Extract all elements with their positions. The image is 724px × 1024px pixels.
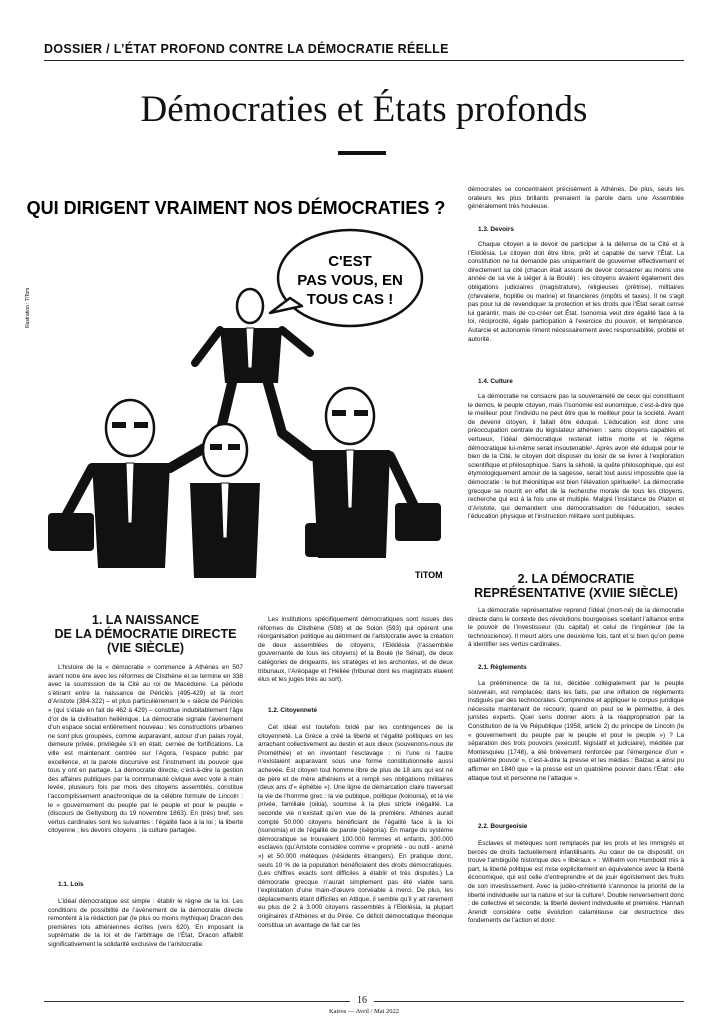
col2-paragraph-1: Les institutions spécifiquement démocratiques sont issues des réformes de Clisthène (508) et de Solon (593) qui opèrent une réorganisation politique au détriment de l’aristocratie avec la création de deux assemblées de citoyens, l’Ekklésia (l’assemblée gouvernante de tous les citoyens) et la Boulè (le Sénat), de deux catégories de dirigeants, les stratèges et les archontes, et de deux tribunaux, l’Aréopage et l’Héliée (tribunal dont les magistrats étaient élus et les juges tirés au sort). bbox=[258, 616, 453, 684]
col3-paragraph-5: La prééminence de la loi, décidée collégialement par le peuple souverain, est remplacée, dans les faits, par une inflation de règlements instigués par des technocrates. Comprendre et appliquer le corpus juridique nécessite maintenant de recourir, quand on peut se le permettre, à des juristes experts. Quel sens donner alors à la réappropriation par la Constitution de la Ve République (1958, article 2) du principe de Lincoln (le « gouvernement du peuple par le peuple et pour le peuple ») ? La séparation des trois pouvoirs (exécutif, législatif et judiciaire), méditée par Montesquieu (1748), a été brièvement renforcée par l’émergence d’un « quatrième pouvoir », c’est-à-dire la presse et les médias : Balzac a ainsi pu affirmer en 1840 que « la presse est un quatrième pouvoir dans l’État : elle attaque tout et personne ne l’attaque ». bbox=[468, 680, 684, 782]
section1-title-line3: (VIE SIÈCLE) bbox=[106, 641, 185, 655]
dossier-header bbox=[44, 42, 684, 56]
dossier-topic: / L’ÉTAT PROFOND CONTRE LA DÉMOCRATIE RÉELLE bbox=[102, 42, 449, 56]
col1-paragraph-2: L’idéal démocratique est simple : établir le règne de la loi. Les conditions de possibilité de l’avènement de la démocratie directe remontent à la rédaction par (le plus ou moins mythique) Dracon des premières lois athéniennes écrites (vers 620). En imposant la suprématie de la loi et de l’arbitrage de l’État, Dracon affaiblit significativement la solidarité exclusive de l’aristocratie. bbox=[48, 898, 243, 948]
title-underline bbox=[338, 151, 386, 155]
col2-paragraph-2: Cet idéal est toutefois bridé par les contingences de la citoyenneté. La Grèce a créé la liberté et l’égalité politiques en les arrachant collectivement au destin et aux dieux (souvenons-nous de Prométhée) et en inventant l’esclavage : ni l’une ni l’autre n’existaient auparavant sous une forme constitutionnelle aussi achevée. Est citoyen tout homme libre de plus de 18 ans qui est né de père et de mère athéniens et a rempli ses obligations militaires (deux ans d’« éphébie »). Une ligne de démarcation claire traversait la vie de l’homme grec : la vie publique, politique (koinonia), et la vie privée, familiale (oikia), soumise à la plus stricte inégalité. La seconde vie n’existait qu’en vue de la première. Athènes aurait compté 50.000 citoyens bénéficiant de l’égalité face à la loi (isonomia) et de l’égalité de parole (isègoria). En marge du système démocratique se trouvaient 100.000 femmes et enfants, 300.000 esclaves (qu’Aristote considère comme « propriété - ou outil - animé ») et 50.000 métèques (résidents étrangers). En pratique donc, seuls 10 % de la population bénéficiaient des droits démocratiques. (Les chiffres exacts sont difficiles à établir et très disputés.) La démocratie grecque n’aurait simplement pas été viable sans l’exploitation d’une main-d’œuvre corvéable à merci. De plus, les déplacements étant difficiles en Attique, il semble qu’il y ait rarement eu plus de 2 à 3.000 citoyens rassemblés à l’Ekklésia, la plupart originaires d’Athènes et du Pirée. Ce déficit démocratique théorique constitua un avantage de fait car les bbox=[258, 724, 453, 929]
dossier-label: DOSSIER bbox=[44, 42, 103, 56]
page-title: Démocraties et États profonds bbox=[140, 89, 588, 130]
right-briefcase bbox=[395, 503, 441, 541]
col3-paragraph-6: Esclaves et métèques sont remplacés par les prols et les immigrés et bercés de droits factuellement infantilisants. Au cœur de ce dispositif, on trouve l’ambiguïté historique des « libéraux » : Wilhelm von Humboldt mis à part, la liberté politique est mise explicitement en équivalence avec la liberté économique, qui est celle d’entreprendre et de jouir égoïstement des fruits de son investissement. Avec la judéo-chrétienté s’annonce la priorité de la liberté individuelle sur la nature et sur la culture³. Double renversement donc : de collective et seconde, la liberté devient individuelle et première. Hannah Arendt considère cette évolution calamiteuse car destructrice des fondements de l’action et donc bbox=[468, 840, 684, 925]
col3-paragraph-3: La démocratie ne consacre pas la souveraineté de ceux qui constituent le demos, le peuple citoyen, mais l’isonomie est eunomique, c’est-à-dire que le meilleur pour l’individu ne peut être que le meilleur pour la société. Avant de devenir citoyen, il fallait être éduqué. L’éducation est donc une préoccupation centrale du législateur athénien : sans citoyens capables et vertueux, l’idéal démocratique resterait lettre morte et le régime démocratique lui-même serait insoutenable¹. Après avoir été éduqué pour le bien de la Cité, le citoyen doit disposer du loisir de se livrer à l’exploration scientifique et philosophique. Sans la skholê, la quête philosophique, qui est étymologiquement amour de la sagesse, serait tout aussi impossible que la démocratie : le but théorétique est bien l’élévation spirituelle². La démocratie grecque se nourrit en effet de la recherche morale de tous les citoyens, recherche qui est à la fois une et multiple. Malgré l’insistance de Platon et d’Aristote, qui demandent une démocratisation de l’éducation, seules l’éducation physique et l’instruction militaire sont publiques. bbox=[468, 393, 684, 521]
cartoon-illustration bbox=[20, 178, 452, 590]
col3-paragraph-1: démocrates se concentraient précisément à Athènes. De plus, seuls les orateurs les plus brillants prenaient la parole dans une Assemblée généralement très houleuse. bbox=[468, 186, 684, 211]
section1-title-line2: DE LA DÉMOCRATIE DIRECTE bbox=[54, 627, 237, 641]
col1-paragraph-1: L’histoire de la « démocratie » commence à Athènes en 507 avant notre ère avec les réformes de Clisthène et se termine en 338 avec la soumission de la Cité au roi de Macédoine. La période s’étirant entre la naissance de Périclès (495-429) et la mort d’Aristote (384-322) – et plus particulièrement le « siècle de Périclès » (qui s’étale en fait de 462 à 429) – constitue indubitablement l’âge d’or de la civilisation hellénique. La démocratie signale l’avènement d’un espace social entièrement nouveau : les constructions urbaines ne sont plus groupées, comme auparavant, autour d’un palais royal, demeure privée, privilégiée s’il en était, cernée de fortifications. La ville est maintenant centrée sur l’Agora, l’espace public par excellence, et la parole discursive est l’instrument du pouvoir que tous y ont en partage. La démocratie directe, c’est-à-dire la gestion des affaires publiques par la communauté civique avec vote à main levée, plusieurs fois par mois des citoyens assemblés, constitue l’accomplissement anachronique de la célèbre formule de Lincoln : le « gouvernement du peuple par le peuple et pour le peuple » (discours de Gettysburg du 19 novembre 1863). En (très) bref, ses vertus cardinales sont les suivantes : l’égalité face à la loi ; la liberté citoyenne ; les devoirs citoyens ; la culture partagée. bbox=[48, 664, 243, 835]
cartoon-headline: QUI DIRIGENT VRAIMENT NOS DÉMOCRATIES ? bbox=[26, 198, 446, 218]
section1-title bbox=[48, 613, 243, 655]
subsection-2-2: 2.2. Bourgeoisie bbox=[478, 823, 528, 830]
subsection-1-1: 1.1. Lois bbox=[58, 881, 84, 888]
left-briefcase bbox=[48, 513, 94, 551]
col3-paragraph-2: Chaque citoyen a le devoir de participer à la défense de la Cité et à l’Ekklésia. Le citoyen doit être libre, prêt et capable de servir l’État. La constitution ne lui demande pas uniquement de gouverner effectivement et directement sa cité (chacun était assuré de devoir consacrer au moins une année de sa vie à siéger à la Boulè) : les citoyens avaient également des obligations judiciaires (magistrature), religieuses (prêtrise), militaires (chevalerie, hoplitie ou marine) et financières (impôts et taxes). Il ne s’agit pas pour lui de revendiquer la protection et les droits que l’État serait censé lui garantir, mais de co-créer cet État. Isonomia veut dire égalité face à la loi, réciprocité, égale participation à l’exercice du pouvoir, et tempérance. Autarcie et autonomie riment nécessairement avec responsabilité, probité et autorité. bbox=[468, 241, 684, 343]
bubble-line-2: PAS VOUS, EN bbox=[297, 272, 403, 289]
subsection-1-3: 1.3. Devoirs bbox=[478, 226, 514, 233]
illustration-credit: Illustration : TiTom bbox=[25, 287, 31, 328]
section2-title-line2: REPRÉSENTATIVE (XVIIE SIÈCLE) bbox=[474, 586, 678, 600]
subsection-1-2: 1.2. Citoyenneté bbox=[268, 707, 318, 714]
bubble-line-1: C'EST bbox=[328, 253, 372, 270]
subsection-1-4: 1.4. Culture bbox=[478, 378, 513, 385]
right-figure bbox=[282, 388, 441, 558]
section1-title-line1: 1. LA NAISSANCE bbox=[91, 613, 200, 627]
section2-title bbox=[468, 572, 684, 600]
subsection-2-1: 2.1. Règlements bbox=[478, 664, 527, 671]
header-rule bbox=[44, 60, 684, 61]
page-number: 16 bbox=[350, 995, 374, 1006]
footer-meta: Kairos — Avril / Mai 2022 bbox=[328, 1008, 400, 1015]
col3-paragraph-4: La démocratie représentative reprend l’idéal (mort-né) de la démocratie directe dans le contexte des révolutions bourgeoises scellant l’alliance entre le pouvoir de l’investisseur (du capital) et celui de l’ingénieur (de la technoscience). Il meurt alors une deuxième fois, tant et si bien qu’on peine à identifier ses vertus cardinales. bbox=[468, 607, 684, 649]
section2-title-line1: 2. LA DÉMOCRATIE bbox=[517, 572, 635, 586]
top-figure bbox=[195, 289, 310, 433]
middle-briefcase bbox=[305, 523, 345, 557]
bubble-line-3: TOUS CAS ! bbox=[306, 291, 394, 308]
artist-signature: TiTOM bbox=[415, 570, 443, 580]
